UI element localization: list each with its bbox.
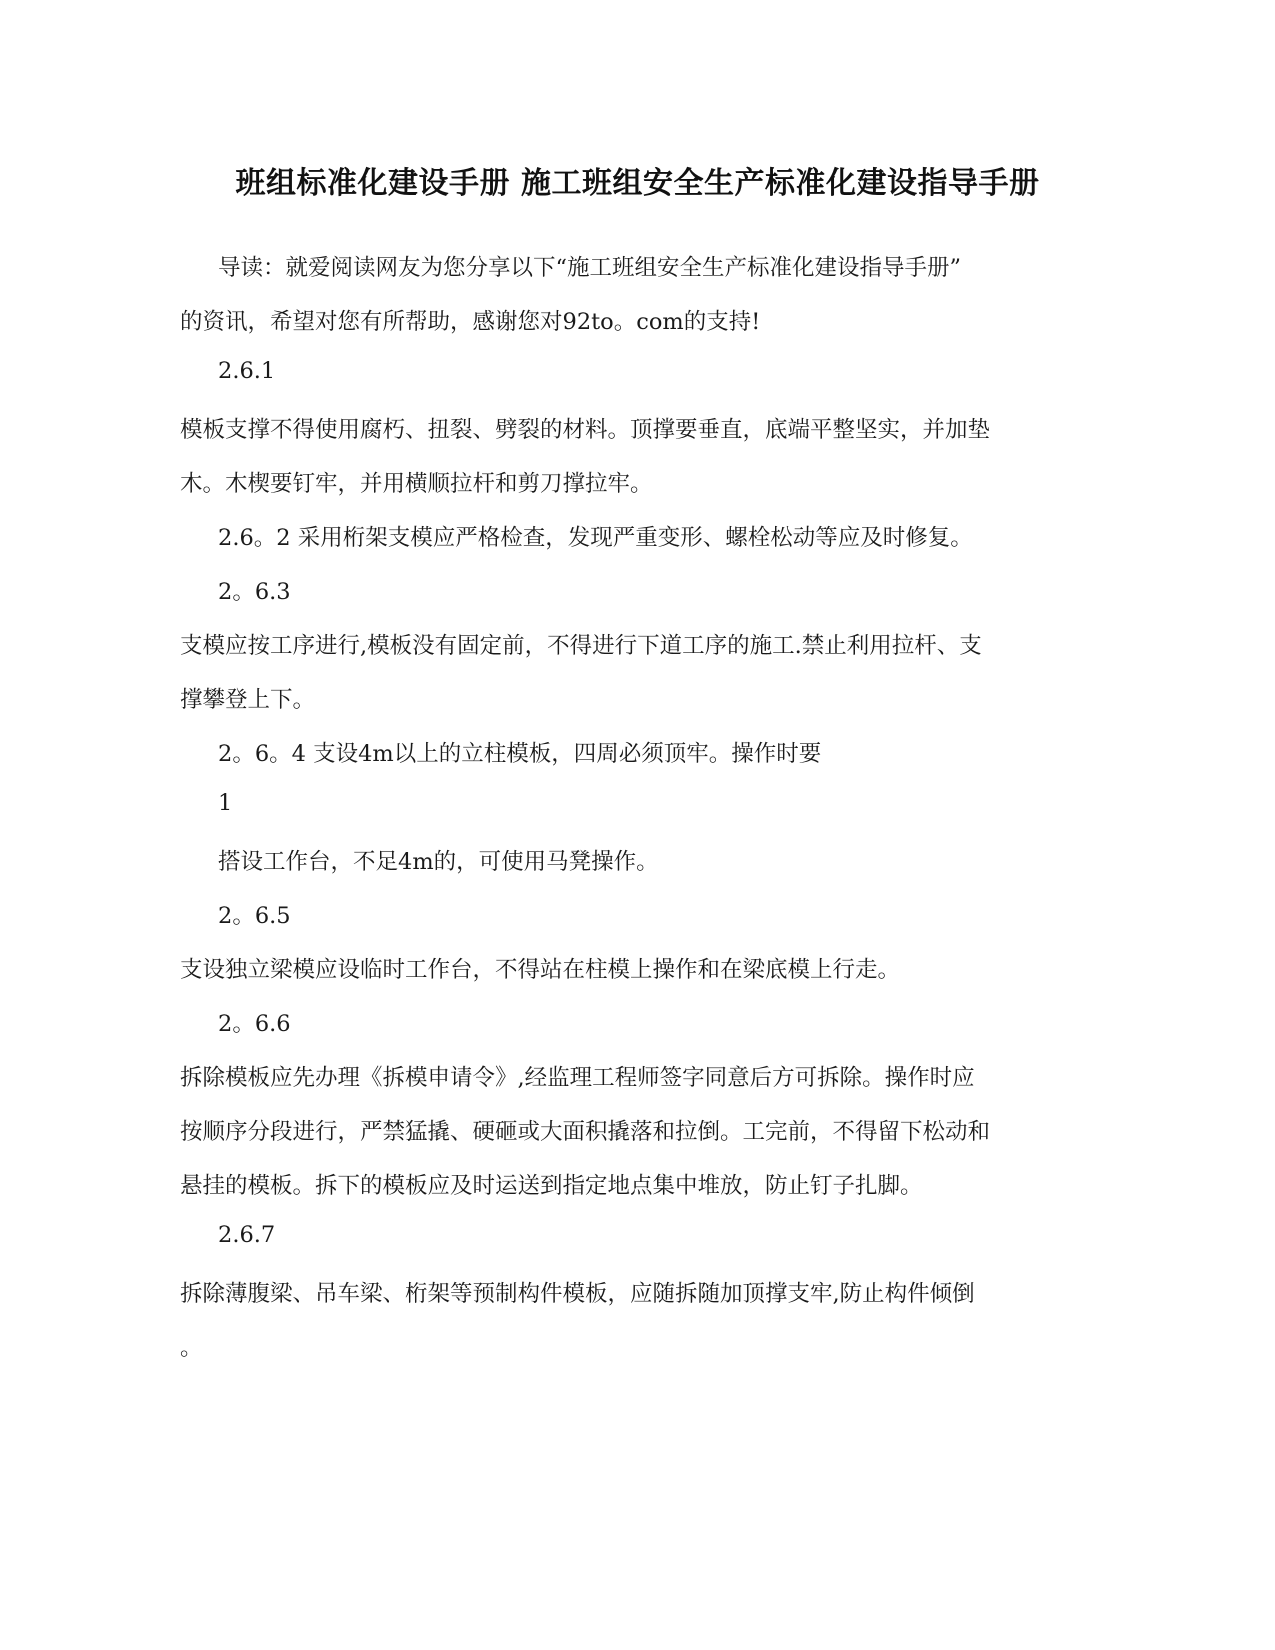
- section-number-2-6-7: 2.6.7: [218, 1222, 276, 1248]
- paragraph-line: 撑攀登上下。: [180, 687, 316, 713]
- section-2-6-2-line: 2.6。2 采用桁架支模应严格检查，发现严重变形、螺栓松动等应及时修复。: [218, 525, 973, 551]
- paragraph-line: 悬挂的模板。拆下的模板应及时运送到指定地点集中堆放，防止钉子扎脚。: [180, 1173, 923, 1199]
- paragraph-line: 按顺序分段进行，严禁猛撬、硬砸或大面积撬落和拉倒。工完前，不得留下松动和: [180, 1119, 991, 1145]
- intro-line-1: 导读：就爱阅读网友为您分享以下“施工班组安全生产标准化建设指导手册”: [218, 255, 962, 281]
- section-number-2-6-6: 2。6.6: [218, 1011, 291, 1037]
- paragraph-line: 模板支撑不得使用腐朽、扭裂、劈裂的材料。顶撑要垂直，底端平整坚实，并加垫: [180, 417, 991, 443]
- paragraph-line: 支模应按工序进行,模板没有固定前，不得进行下道工序的施工.禁止利用拉杆、支: [180, 633, 982, 659]
- document-title: 班组标准化建设手册 施工班组安全生产标准化建设指导手册: [235, 166, 1040, 201]
- paragraph-line: 木。木楔要钉牢，并用横顺拉杆和剪刀撑拉牢。: [180, 471, 653, 497]
- paragraph-line: 拆除模板应先办理《拆模申请令》,经监理工程师签字同意后方可拆除。操作时应: [180, 1065, 975, 1091]
- section-number-2-6-5: 2。6.5: [218, 903, 291, 929]
- section-number-2-6-3: 2。6.3: [218, 579, 291, 605]
- paragraph-line: 搭设工作台，不足4m的，可使用马凳操作。: [218, 849, 659, 875]
- paragraph-line: 支设独立梁模应设临时工作台，不得站在柱模上操作和在梁底模上行走。: [180, 957, 901, 983]
- page-marker: 1: [218, 790, 233, 816]
- section-2-6-4-line: 2。6。4 支设4m以上的立柱模板，四周必须顶牢。操作时要: [218, 741, 822, 767]
- intro-line-2: 的资讯，希望对您有所帮助，感谢您对92to。com的支持!: [180, 309, 761, 335]
- paragraph-line: 拆除薄腹梁、吊车梁、桁架等预制构件模板，应随拆随加顶撑支牢,防止构件倾倒: [180, 1281, 975, 1307]
- paragraph-line: 。: [180, 1335, 203, 1361]
- section-number-2-6-1: 2.6.1: [218, 358, 276, 384]
